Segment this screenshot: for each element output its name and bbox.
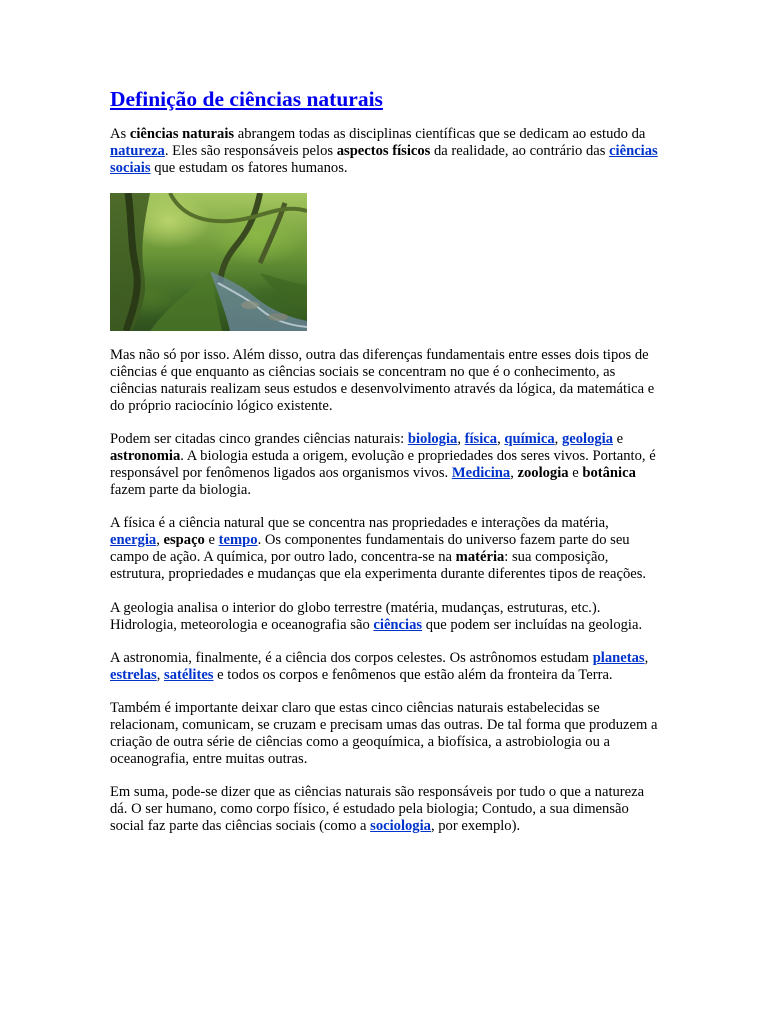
paragraph-interrelation [110,700,658,768]
paragraph-physics-chemistry [110,515,658,583]
text: : sua composição, estrutura, propriedades e mudanças que ela experimenta durante diferentes tipos de reações. [110,549,647,583]
term-ciencias-naturais: ciências naturais [129,126,235,142]
link-geologia[interactable]: geologia [561,431,614,448]
paragraph-differences [110,347,658,415]
paragraph-astronomy [110,650,658,684]
text: que estudam os fatores humanos. [150,159,348,176]
text: , [156,666,165,683]
text: que podem ser incluídas na geologia. [422,616,643,633]
text: , [510,465,518,482]
text: , [497,431,505,448]
text: A física é a ciência natural que se concentra nas propriedades e interações da matéria, [110,515,609,532]
text: A geologia analisa o interior do globo terrestre (matéria, mudanças, estruturas, etc.). Hidrologia, meteorologia e oceanografia são [110,599,601,633]
link-planetas[interactable]: planetas [592,649,645,666]
text: , por exemplo). [430,818,521,835]
term-botanica: botânica [582,465,636,482]
text: As [110,126,130,142]
text: Em suma, pode-se dizer que as ciências naturais são responsáveis por tudo o que a natureza dá. O ser humano, como corpo físico, é estudado pela biologia; Contudo, a sua dimensão social faz parte das ciências sociais (como a [110,784,645,835]
text: e todos os corpos e fenômenos que estão além da fronteira da Terra. [213,666,613,683]
forest-stream-photo [110,193,307,331]
link-fisica[interactable]: física [464,431,498,448]
term-zoologia: zoologia [517,465,569,482]
text: , [554,431,562,448]
text: , [457,431,465,448]
term-espaco: espaço [163,532,205,549]
text: e [613,431,624,448]
link-ciencias-sociais[interactable]: ciências sociais [110,142,658,176]
text: , [156,532,164,549]
term-astronomia: astronomia [110,448,181,465]
text: e [204,532,219,549]
paragraph-five-sciences [110,431,658,499]
paragraph-intro [110,126,658,177]
forest-stream-drawing [110,193,307,331]
text: e [568,465,583,482]
link-ciencias[interactable]: ciências [373,616,423,633]
text: Mas não só por isso. Além disso, outra das diferenças fundamentais entre esses dois tipos de ciências é que enquanto as ciências sociais se concentram no que é o conhecimento, as ciências naturais realizam seus estudos e desenvolvimento através da lógica, da matemática e do próprio raciocínio lógico existente. [110,347,655,414]
link-estrelas[interactable]: estrelas [110,666,157,683]
link-tempo[interactable]: tempo [218,532,258,549]
text: Também é importante deixar claro que estas cinco ciências naturais estabelecidas se relacionam, comunicam, se cruzam e precisam umas das outras. De tal forma que produzem a criação de outra série de ciências como a geoquímica, a biofísica, a astrobiologia ou a oceanografia, entre muitas outras. [110,700,658,767]
link-natureza[interactable]: natureza [110,142,165,159]
paragraph-conclusion [110,784,658,835]
term-materia: matéria [455,549,505,566]
text: . A biologia estuda a origem, evolução e propriedades dos seres vivos. Portanto, é responsável por fenômenos ligados aos organismos vivos. [110,448,656,482]
link-medicina[interactable]: Medicina [451,465,511,482]
text: . Eles são responsáveis pelos [164,142,337,159]
text: A astronomia, finalmente, é a ciência dos corpos celestes. Os astrônomos estudam [110,649,593,666]
link-energia[interactable]: energia [110,532,157,549]
link-satelites[interactable]: satélites [164,666,214,683]
text: , [644,649,649,666]
article-body [110,86,658,852]
paragraph-geology [110,600,658,634]
term-aspectos-fisicos: aspectos físicos [336,142,431,159]
text: fazem parte da biologia. [110,482,252,499]
text: Podem ser citadas cinco grandes ciências naturais: [110,431,408,448]
text: . Os componentes fundamentais do universo fazem parte do seu campo de ação. A química, por outro lado, concentra-se na [110,532,630,566]
link-sociologia[interactable]: sociologia [370,818,431,835]
page-title [110,86,658,112]
text: da realidade, ao contrário das [430,142,610,159]
text: abrangem todas as disciplinas científicas que se dedicam ao estudo da [234,126,646,142]
link-quimica[interactable]: química [504,431,555,448]
title-link[interactable]: Definição de ciências naturais [110,87,383,111]
link-biologia[interactable]: biologia [407,431,458,448]
